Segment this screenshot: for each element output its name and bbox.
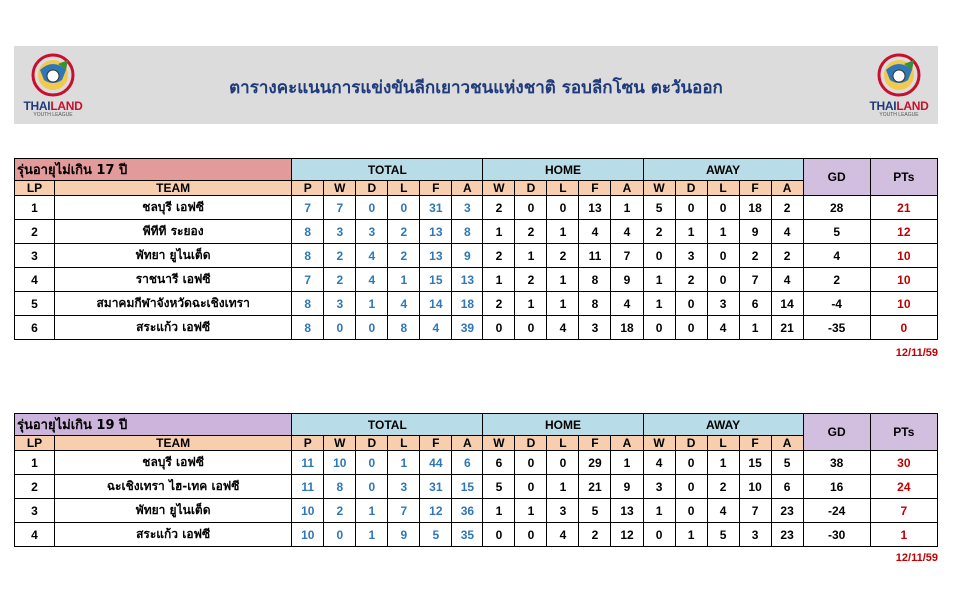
total-stat-cell: 0 xyxy=(324,523,356,547)
away-stat-cell: 0 xyxy=(643,523,675,547)
points-cell: 10 xyxy=(870,244,937,268)
lp-header: LP xyxy=(15,181,55,196)
team-name-cell: พีทีที ระยอง xyxy=(55,220,292,244)
thailand-youth-league-logo: THAILAND YOUTH LEAGUE xyxy=(18,50,88,120)
stat-header-l: L xyxy=(388,181,420,196)
total-stat-cell: 8 xyxy=(292,244,324,268)
update-date: 12/11/59 xyxy=(895,552,938,564)
home-stat-cell: 2 xyxy=(515,268,547,292)
home-stat-cell: 5 xyxy=(579,499,611,523)
total-stat-cell: 12 xyxy=(420,499,452,523)
home-stat-cell: 0 xyxy=(547,196,579,220)
away-stat-cell: 1 xyxy=(675,523,707,547)
home-stat-cell: 6 xyxy=(483,451,515,475)
home-stat-cell: 4 xyxy=(611,292,643,316)
position-cell: 1 xyxy=(15,196,55,220)
home-stat-cell: 1 xyxy=(611,196,643,220)
stat-header-a: A xyxy=(771,181,803,196)
total-stat-cell: 1 xyxy=(356,499,388,523)
away-stat-cell: 4 xyxy=(707,316,739,340)
stat-header-p: P xyxy=(292,181,324,196)
total-stat-cell: 4 xyxy=(388,292,420,316)
total-stat-cell: 10 xyxy=(292,499,324,523)
goal-difference-cell: -30 xyxy=(803,523,870,547)
home-stat-cell: 4 xyxy=(547,316,579,340)
away-stat-cell: 7 xyxy=(739,268,771,292)
total-stat-cell: 10 xyxy=(324,451,356,475)
home-stat-cell: 1 xyxy=(611,451,643,475)
goal-difference-cell: 38 xyxy=(803,451,870,475)
away-stat-cell: 6 xyxy=(739,292,771,316)
stat-header-a: A xyxy=(611,181,643,196)
home-stat-cell: 4 xyxy=(579,220,611,244)
home-stat-cell: 1 xyxy=(515,499,547,523)
home-stat-cell: 2 xyxy=(483,196,515,220)
away-stat-cell: 1 xyxy=(739,316,771,340)
total-stat-cell: 36 xyxy=(452,499,483,523)
home-stat-cell: 2 xyxy=(547,244,579,268)
total-stat-cell: 4 xyxy=(420,316,452,340)
total-stat-cell: 44 xyxy=(420,451,452,475)
total-stat-cell: 13 xyxy=(420,220,452,244)
total-stat-cell: 1 xyxy=(388,268,420,292)
stat-header-w: W xyxy=(483,436,515,451)
home-stat-cell: 0 xyxy=(483,523,515,547)
table-row xyxy=(15,523,938,547)
total-stat-cell: 7 xyxy=(388,499,420,523)
position-cell: 4 xyxy=(15,268,55,292)
stat-header-a: A xyxy=(452,436,483,451)
total-stat-cell: 3 xyxy=(452,196,483,220)
total-stat-cell: 3 xyxy=(356,220,388,244)
football-emblem-icon xyxy=(864,50,934,100)
total-stat-cell: 11 xyxy=(292,451,324,475)
home-stat-cell: 7 xyxy=(611,244,643,268)
points-cell: 30 xyxy=(870,451,937,475)
home-stat-cell: 1 xyxy=(483,268,515,292)
total-stat-cell: 0 xyxy=(356,451,388,475)
away-stat-cell: 14 xyxy=(771,292,803,316)
total-stat-cell: 2 xyxy=(324,499,356,523)
points-cell: 21 xyxy=(870,196,937,220)
pts-header: PTs xyxy=(870,414,937,451)
stat-header-f: F xyxy=(739,181,771,196)
team-name-cell: พัทยา ยูไนเต็ด xyxy=(55,244,292,268)
away-stat-cell: 0 xyxy=(643,244,675,268)
away-stat-cell: 5 xyxy=(643,196,675,220)
home-stat-cell: 9 xyxy=(611,268,643,292)
away-stat-cell: 3 xyxy=(739,523,771,547)
total-stat-cell: 2 xyxy=(388,244,420,268)
total-stat-cell: 3 xyxy=(388,475,420,499)
total-stat-cell: 8 xyxy=(292,292,324,316)
total-stat-cell: 0 xyxy=(388,196,420,220)
total-header: TOTAL xyxy=(292,159,483,181)
away-stat-cell: 21 xyxy=(771,316,803,340)
home-header: HOME xyxy=(483,414,643,436)
away-stat-cell: 7 xyxy=(739,499,771,523)
total-stat-cell: 0 xyxy=(356,316,388,340)
table-row xyxy=(15,220,938,244)
away-stat-cell: 10 xyxy=(739,475,771,499)
home-stat-cell: 2 xyxy=(483,244,515,268)
stat-header-l: L xyxy=(388,436,420,451)
home-stat-cell: 1 xyxy=(547,220,579,244)
standings-table-u17 xyxy=(14,158,938,340)
home-stat-cell: 13 xyxy=(579,196,611,220)
away-stat-cell: 23 xyxy=(771,523,803,547)
stat-header-p: P xyxy=(292,436,324,451)
goal-difference-cell: 5 xyxy=(803,220,870,244)
away-stat-cell: 2 xyxy=(675,268,707,292)
total-stat-cell: 8 xyxy=(292,316,324,340)
standings-table-u19 xyxy=(14,413,938,547)
total-stat-cell: 5 xyxy=(420,523,452,547)
home-stat-cell: 12 xyxy=(611,523,643,547)
away-stat-cell: 15 xyxy=(739,451,771,475)
away-stat-cell: 0 xyxy=(675,196,707,220)
stat-header-w: W xyxy=(483,181,515,196)
total-stat-cell: 18 xyxy=(452,292,483,316)
total-stat-cell: 8 xyxy=(324,475,356,499)
page-title: ตารางคะแนนการแข่งขันลีกเยาวชนแห่งชาติ รอบลีกโซน ตะวันออก xyxy=(229,78,723,98)
table-title: รุ่นอายุไม่เกิน 19 ปี xyxy=(15,414,292,436)
away-stat-cell: 6 xyxy=(771,475,803,499)
position-cell: 2 xyxy=(15,475,55,499)
home-header: HOME xyxy=(483,159,643,181)
home-stat-cell: 8 xyxy=(579,268,611,292)
team-name-cell: ราชนารี เอฟซี xyxy=(55,268,292,292)
total-stat-cell: 1 xyxy=(356,523,388,547)
stat-header-f: F xyxy=(420,436,452,451)
home-stat-cell: 1 xyxy=(547,268,579,292)
team-name-cell: สระแก้ว เอฟซี xyxy=(55,523,292,547)
home-stat-cell: 1 xyxy=(547,292,579,316)
home-stat-cell: 0 xyxy=(483,316,515,340)
home-stat-cell: 3 xyxy=(579,316,611,340)
away-stat-cell: 23 xyxy=(771,499,803,523)
goal-difference-cell: 28 xyxy=(803,196,870,220)
header-banner xyxy=(14,46,938,124)
table-row xyxy=(15,451,938,475)
home-stat-cell: 0 xyxy=(515,451,547,475)
position-cell: 2 xyxy=(15,220,55,244)
away-stat-cell: 0 xyxy=(675,451,707,475)
away-stat-cell: 9 xyxy=(739,220,771,244)
table-row xyxy=(15,268,938,292)
home-stat-cell: 5 xyxy=(483,475,515,499)
away-stat-cell: 0 xyxy=(675,316,707,340)
stat-header-l: L xyxy=(547,436,579,451)
position-cell: 3 xyxy=(15,244,55,268)
stat-header-a: A xyxy=(771,436,803,451)
stat-header-d: D xyxy=(515,181,547,196)
total-stat-cell: 1 xyxy=(356,292,388,316)
stat-header-l: L xyxy=(707,436,739,451)
total-stat-cell: 7 xyxy=(292,196,324,220)
away-stat-cell: 2 xyxy=(771,196,803,220)
gd-header: GD xyxy=(803,414,870,451)
position-cell: 5 xyxy=(15,292,55,316)
position-cell: 3 xyxy=(15,499,55,523)
total-stat-cell: 2 xyxy=(324,244,356,268)
goal-difference-cell: 16 xyxy=(803,475,870,499)
total-stat-cell: 7 xyxy=(292,268,324,292)
team-name-cell: ฉะเชิงเทรา ไฮ-เทค เอฟซี xyxy=(55,475,292,499)
total-stat-cell: 7 xyxy=(324,196,356,220)
total-stat-cell: 13 xyxy=(420,244,452,268)
away-stat-cell: 3 xyxy=(643,475,675,499)
home-stat-cell: 2 xyxy=(515,220,547,244)
stat-header-d: D xyxy=(356,181,388,196)
stat-header-w: W xyxy=(324,181,356,196)
pts-header: PTs xyxy=(870,159,937,196)
away-stat-cell: 18 xyxy=(739,196,771,220)
total-stat-cell: 35 xyxy=(452,523,483,547)
update-date: 12/11/59 xyxy=(895,347,938,359)
total-stat-cell: 39 xyxy=(452,316,483,340)
team-name-cell: สมาคมกีฬาจังหวัดฉะเชิงเทรา xyxy=(55,292,292,316)
points-cell: 7 xyxy=(870,499,937,523)
total-stat-cell: 6 xyxy=(452,451,483,475)
away-stat-cell: 0 xyxy=(675,475,707,499)
stat-header-f: F xyxy=(579,436,611,451)
home-stat-cell: 8 xyxy=(579,292,611,316)
table-row xyxy=(15,292,938,316)
stat-header-l: L xyxy=(547,181,579,196)
total-stat-cell: 15 xyxy=(452,475,483,499)
home-stat-cell: 9 xyxy=(611,475,643,499)
points-cell: 24 xyxy=(870,475,937,499)
position-cell: 1 xyxy=(15,451,55,475)
home-stat-cell: 13 xyxy=(611,499,643,523)
total-stat-cell: 2 xyxy=(388,220,420,244)
total-stat-cell: 2 xyxy=(324,268,356,292)
home-stat-cell: 1 xyxy=(483,499,515,523)
away-stat-cell: 3 xyxy=(675,244,707,268)
home-stat-cell: 0 xyxy=(515,475,547,499)
home-stat-cell: 1 xyxy=(515,292,547,316)
table-row xyxy=(15,475,938,499)
home-stat-cell: 18 xyxy=(611,316,643,340)
total-stat-cell: 8 xyxy=(292,220,324,244)
goal-difference-cell: -4 xyxy=(803,292,870,316)
total-stat-cell: 8 xyxy=(388,316,420,340)
home-stat-cell: 4 xyxy=(547,523,579,547)
goal-difference-cell: -24 xyxy=(803,499,870,523)
away-stat-cell: 1 xyxy=(643,499,675,523)
away-header: AWAY xyxy=(643,159,803,181)
table-row xyxy=(15,196,938,220)
stat-header-d: D xyxy=(675,181,707,196)
away-stat-cell: 1 xyxy=(707,451,739,475)
thailand-youth-league-logo: THAILAND YOUTH LEAGUE xyxy=(864,50,934,120)
stat-header-d: D xyxy=(515,436,547,451)
stat-header-w: W xyxy=(324,436,356,451)
total-stat-cell: 0 xyxy=(356,475,388,499)
total-stat-cell: 3 xyxy=(324,292,356,316)
goal-difference-cell: 4 xyxy=(803,244,870,268)
away-stat-cell: 1 xyxy=(643,292,675,316)
table-title: รุ่นอายุไม่เกิน 17 ปี xyxy=(15,159,292,181)
position-cell: 6 xyxy=(15,316,55,340)
total-stat-cell: 9 xyxy=(388,523,420,547)
stat-header-a: A xyxy=(452,181,483,196)
total-stat-cell: 31 xyxy=(420,196,452,220)
away-stat-cell: 2 xyxy=(707,475,739,499)
points-cell: 0 xyxy=(870,316,937,340)
total-stat-cell: 10 xyxy=(292,523,324,547)
total-stat-cell: 14 xyxy=(420,292,452,316)
away-stat-cell: 1 xyxy=(707,220,739,244)
away-stat-cell: 1 xyxy=(675,220,707,244)
home-stat-cell: 2 xyxy=(579,523,611,547)
points-cell: 1 xyxy=(870,523,937,547)
away-stat-cell: 2 xyxy=(643,220,675,244)
total-stat-cell: 13 xyxy=(452,268,483,292)
stat-header-a: A xyxy=(611,436,643,451)
stat-header-f: F xyxy=(420,181,452,196)
team-name-cell: ชลบุรี เอฟซี xyxy=(55,451,292,475)
points-cell: 12 xyxy=(870,220,937,244)
home-stat-cell: 4 xyxy=(611,220,643,244)
team-name-cell: พัทยา ยูไนเต็ด xyxy=(55,499,292,523)
points-cell: 10 xyxy=(870,292,937,316)
away-stat-cell: 4 xyxy=(707,499,739,523)
position-cell: 4 xyxy=(15,523,55,547)
away-stat-cell: 0 xyxy=(675,499,707,523)
home-stat-cell: 0 xyxy=(515,196,547,220)
stat-header-l: L xyxy=(707,181,739,196)
points-cell: 10 xyxy=(870,268,937,292)
goal-difference-cell: 2 xyxy=(803,268,870,292)
home-stat-cell: 0 xyxy=(515,523,547,547)
away-stat-cell: 0 xyxy=(707,244,739,268)
home-stat-cell: 29 xyxy=(579,451,611,475)
stat-header-w: W xyxy=(643,181,675,196)
away-stat-cell: 3 xyxy=(707,292,739,316)
home-stat-cell: 1 xyxy=(547,475,579,499)
total-stat-cell: 9 xyxy=(452,244,483,268)
away-stat-cell: 4 xyxy=(771,220,803,244)
away-stat-cell: 5 xyxy=(707,523,739,547)
gd-header: GD xyxy=(803,159,870,196)
total-stat-cell: 0 xyxy=(356,196,388,220)
goal-difference-cell: -35 xyxy=(803,316,870,340)
total-stat-cell: 3 xyxy=(324,220,356,244)
total-stat-cell: 1 xyxy=(388,451,420,475)
total-stat-cell: 15 xyxy=(420,268,452,292)
team-name-cell: ชลบุรี เอฟซี xyxy=(55,196,292,220)
away-stat-cell: 2 xyxy=(739,244,771,268)
total-stat-cell: 4 xyxy=(356,244,388,268)
table-row xyxy=(15,244,938,268)
away-stat-cell: 2 xyxy=(771,244,803,268)
team-header: TEAM xyxy=(55,436,292,451)
away-stat-cell: 0 xyxy=(675,292,707,316)
team-name-cell: สระแก้ว เอฟซี xyxy=(55,316,292,340)
away-stat-cell: 1 xyxy=(643,268,675,292)
home-stat-cell: 0 xyxy=(515,316,547,340)
stat-header-d: D xyxy=(356,436,388,451)
lp-header: LP xyxy=(15,436,55,451)
home-stat-cell: 11 xyxy=(579,244,611,268)
away-stat-cell: 0 xyxy=(707,196,739,220)
stat-header-w: W xyxy=(643,436,675,451)
table-row xyxy=(15,499,938,523)
away-stat-cell: 5 xyxy=(771,451,803,475)
away-stat-cell: 4 xyxy=(643,451,675,475)
away-header: AWAY xyxy=(643,414,803,436)
team-header: TEAM xyxy=(55,181,292,196)
home-stat-cell: 1 xyxy=(483,220,515,244)
stat-header-f: F xyxy=(579,181,611,196)
stat-header-f: F xyxy=(739,436,771,451)
total-stat-cell: 11 xyxy=(292,475,324,499)
home-stat-cell: 0 xyxy=(547,451,579,475)
home-stat-cell: 1 xyxy=(515,244,547,268)
away-stat-cell: 0 xyxy=(707,268,739,292)
total-stat-cell: 4 xyxy=(356,268,388,292)
total-header: TOTAL xyxy=(292,414,483,436)
stat-header-d: D xyxy=(675,436,707,451)
away-stat-cell: 4 xyxy=(771,268,803,292)
table-row xyxy=(15,316,938,340)
away-stat-cell: 0 xyxy=(643,316,675,340)
total-stat-cell: 8 xyxy=(452,220,483,244)
home-stat-cell: 2 xyxy=(483,292,515,316)
total-stat-cell: 31 xyxy=(420,475,452,499)
home-stat-cell: 21 xyxy=(579,475,611,499)
home-stat-cell: 3 xyxy=(547,499,579,523)
total-stat-cell: 0 xyxy=(324,316,356,340)
